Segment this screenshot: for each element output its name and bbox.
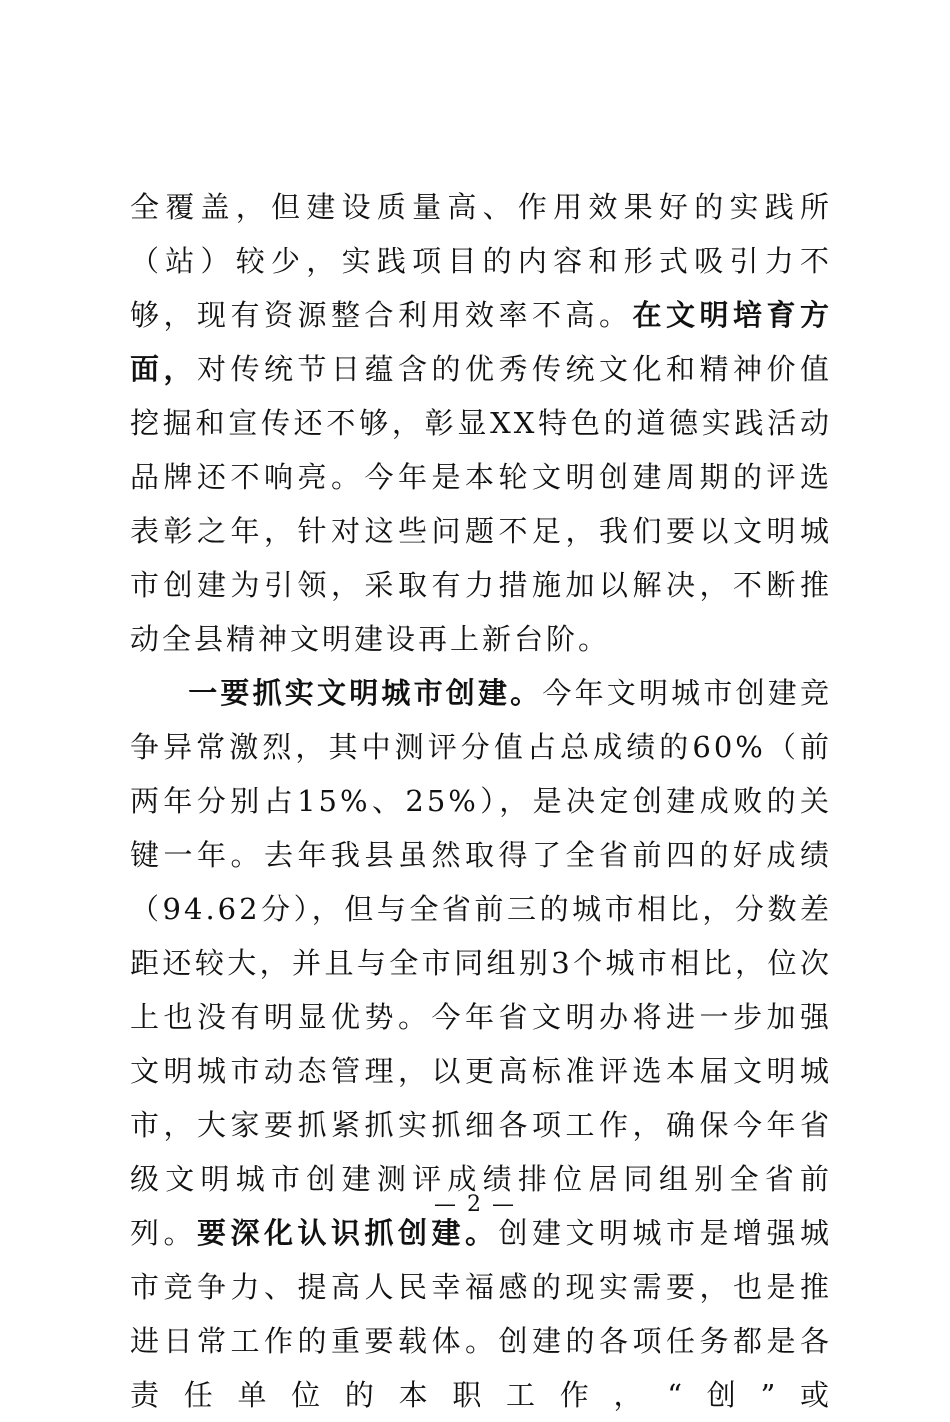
paragraph-1-run-3: 对传统节日蕴含的优秀传统文化和精神价值挖掘和宣传还不够，彰显XX特色的道德实践活动品牌还不响亮。今年是本轮文明创建周期的评选表彰之年，针对这些问题不足，我们要以文明城市创建为引领，采取有力措施加以解决，不断推动全县精神文明建设再上新台阶。: [130, 352, 832, 656]
paragraph-2-heading-deepen-understanding: 要深化认识抓创建。: [197, 1216, 499, 1250]
paragraph-2: [130, 666, 832, 1422]
paragraph-2-heading-city-creation: 一要抓实文明城市创建。: [188, 676, 543, 710]
paragraph-2-run-4: 创建文明城市是增强城市竞争力、提高人民幸福感的现实需要，也是推进日常工作的重要载体。创建的各项任务都是各责任单位的本职工作，“创”或: [130, 1216, 832, 1412]
paragraph-2-run-2: 今年文明城市创建竞争异常激烈，其中测评分值占总成绩的60%（前两年分别占15%、25%），是决定创建成败的关键一年。去年我县虽然取得了全省前四的好成绩（94.62分），但与全省前三的城市相比，分数差距还较大，并且与全市同组别3个城市相比，位次上也没有明显优势。今年省文明办将进一步加强文明城市动态管理，以更高标准评选本届文明城市，大家要抓紧抓实抓细各项工作，确保今年省级文明城市创建测评成绩排位居同组别全省前列。: [130, 676, 832, 1250]
paragraph-1-heading-civilization-cultivation: 在文明培育方面，: [130, 298, 832, 386]
page-number: — 2 —: [434, 1192, 516, 1217]
paragraph-1: [130, 180, 832, 666]
document-body: [130, 180, 832, 1422]
paragraph-1-run-1: 全覆盖，但建设质量高、作用效果好的实践所（站）较少，实践项目的内容和形式吸引力不够，现有资源整合利用效率不高。: [130, 190, 832, 332]
